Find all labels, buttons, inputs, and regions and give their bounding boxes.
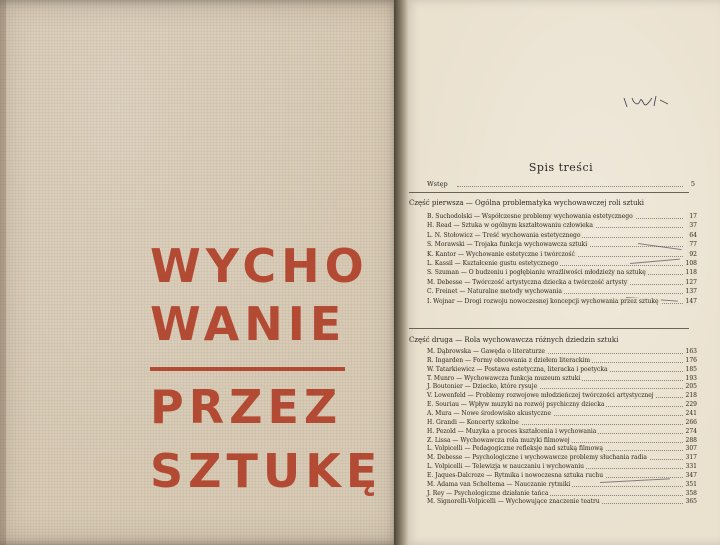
toc-entry-page: 147 [685,297,697,305]
part2-heading: Część druga — Rola wychowawcza różnych dziedzin sztuki [409,336,619,344]
toc-entry-text: M. Signorelli-Volpicelli — Wychowujące znaczenie teatru [427,498,600,506]
pencil-scribble-icon [622,92,670,110]
toc-entry-page: 288 [685,436,697,444]
toc-entry-page: 108 [685,260,697,267]
toc-entry [427,462,697,471]
toc-entry-text: H. Pezold — Muzyka a proces kształcenia i wychowania [427,427,597,435]
toc-entry-text: M. Adama van Scheltema — Nauczanie rytmiki [427,480,571,488]
cover-title-line-4: SZTUKĘ [150,444,383,498]
toc-entry-text: S. Szuman — O budzeniu i pogłębianiu wrażliwości młodzieży na sztukę [427,269,646,277]
toc-entry-text: K. Kantor — Wychowanie estetyczne i twórczość [427,250,575,258]
toc-entry-text: J. Rey — Psychologiczne działanie tańca [427,489,549,497]
toc-entry-text: L. Kassil — Kształcenie gustu estetycznego [427,260,559,267]
toc-entry [427,497,697,506]
toc-entry-page: 92 [689,250,697,258]
toc-entry-text: Z. Lissa — Wychowawcza rola muzyki filmowej [427,436,570,444]
toc-entry-page: 37 [689,222,697,230]
toc-entry-page: 307 [685,445,697,453]
toc-entry-text: J. Boutonier — Dziecko, które rysuje [427,383,538,391]
toc-entry-text: M. Debesse — Psychologiczne i wychowawcze problemy słuchania radia [427,454,647,462]
part1-heading: Część pierwsza — Ogólna problematyka wychowawczej roli sztuki [409,199,644,207]
toc-entry [427,278,697,287]
toc-entry-text: E. Jaques-Dalcroze — Rytmika i nowoczesna sztuka ruchu [427,471,604,479]
cover-title-line-1: WYCHO [150,239,369,293]
toc-entry [427,268,697,277]
toc-entry [427,391,697,400]
toc-entry-text: M. Dąbrowska — Gawęda o literaturze [427,348,545,355]
toc-entry-page: 176 [685,356,697,364]
toc-entry-text: V. Lowenfeld — Problemy rozwojowe młodzieńczej twórczości artystycznej [427,392,654,400]
toc-entry [427,365,697,374]
toc-entry-text: W. Tatarkiewicz — Postawa estetyczna, literacka i poetycka [427,365,608,373]
toc-intro [427,180,695,189]
toc-entry-page: 17 [689,213,697,220]
toc-intro-label: Wstęp [427,180,448,188]
toc-entry-text: M. Debesse — Twórczość artystyczna dziecka a twórczość artysty [427,278,628,286]
toc-entry-text: C. Freinet — Naturalne metody wychowania [427,288,562,296]
toc-entry-page: 163 [685,348,697,355]
toc-entry-text: E. Souriau — Wpływ muzyki na rozwój psychiczny dziecka [427,401,605,409]
toc-entry-text: H. Read — Sztuka w ogólnym kształtowaniu człowieka [427,222,593,230]
toc-entry-page: 205 [685,383,697,391]
toc-entry-page: 358 [685,489,697,497]
toc-entry-page: 317 [685,454,697,462]
toc-entry [427,444,697,453]
toc-entry [427,409,697,418]
toc-entry-text: R. Ingarden — Formy obcowania z dziełem literackim [427,356,591,364]
toc-entry [427,418,697,427]
toc-entry-page: 64 [689,231,697,239]
toc-entry-page: 347 [685,471,697,479]
toc-entry-text: H. Grandi — Koncerty szkolne [427,418,519,426]
toc-entry-page: 351 [685,480,697,488]
toc-entry-page: 185 [685,365,697,373]
book-gutter [394,0,408,545]
toc-entry-page: 127 [685,278,697,286]
toc-entry [427,297,697,306]
section-divider [409,328,689,329]
toc-entry-text: S. Morawski — Trojaka funkcja wychowawcza sztuki [427,241,588,249]
cover-title-underline [150,367,345,371]
toc-entry [427,453,697,462]
toc-entry [427,400,697,409]
toc-entry [427,374,697,383]
toc-entry [427,427,697,436]
toc-title: Spis treści [528,161,594,174]
leader-dots [457,186,683,187]
cover-title-line-3: PRZEZ [150,380,343,434]
toc-entry-page: 118 [685,269,697,277]
toc-intro-page: 5 [690,180,695,188]
toc-entry [427,356,697,365]
toc-entry-page: 266 [685,418,697,426]
toc-entry-page: 77 [689,241,697,249]
toc-entry-page: 218 [685,392,697,400]
toc-entry-text: L. Volpicelli — Telewizja w nauczaniu i wychowaniu [427,463,585,471]
toc-entry [427,287,697,296]
toc-entry-page: 193 [685,374,697,382]
toc-entry-page: 241 [685,409,697,417]
toc-entry [427,382,697,391]
toc-entry [427,250,697,259]
toc-entry [427,231,697,240]
toc-entry-page: 365 [685,498,697,506]
cover-title-line-2: WANIE [150,297,347,351]
toc-entry [427,221,697,230]
toc-entry [427,489,697,498]
toc-entry-page: 229 [685,401,697,409]
cover-edge [0,0,6,545]
toc-entry-text: I. Wojnar — Drogi rozwoju nowoczesnej koncepcji wychowania przez sztukę [427,297,659,305]
toc-entry-page: 137 [685,288,697,296]
toc-entry-text: T. Munro — Wychowawcza funkcja muzeum sztuki [427,374,581,382]
toc-entry-text: L. N. Stołowicz — Treść wychowania estetycznego [427,231,581,239]
section-divider [409,192,689,193]
toc-entry-text: L. Volpicelli — Pedagogiczne refleksje nad sztuką filmową [427,445,603,453]
toc-entry [427,480,697,489]
toc-entry-text: A. Mura — Nowe środowisko akustyczne [427,409,552,417]
toc-entry-text: B. Suchodolski — Współczesne problemy wychowania estetycznego [427,213,633,220]
toc-entry-page: 274 [685,427,697,435]
toc-entry-page: 331 [685,463,697,471]
toc-entry [427,436,697,445]
toc-entry [427,347,697,356]
toc-entry [427,212,697,221]
